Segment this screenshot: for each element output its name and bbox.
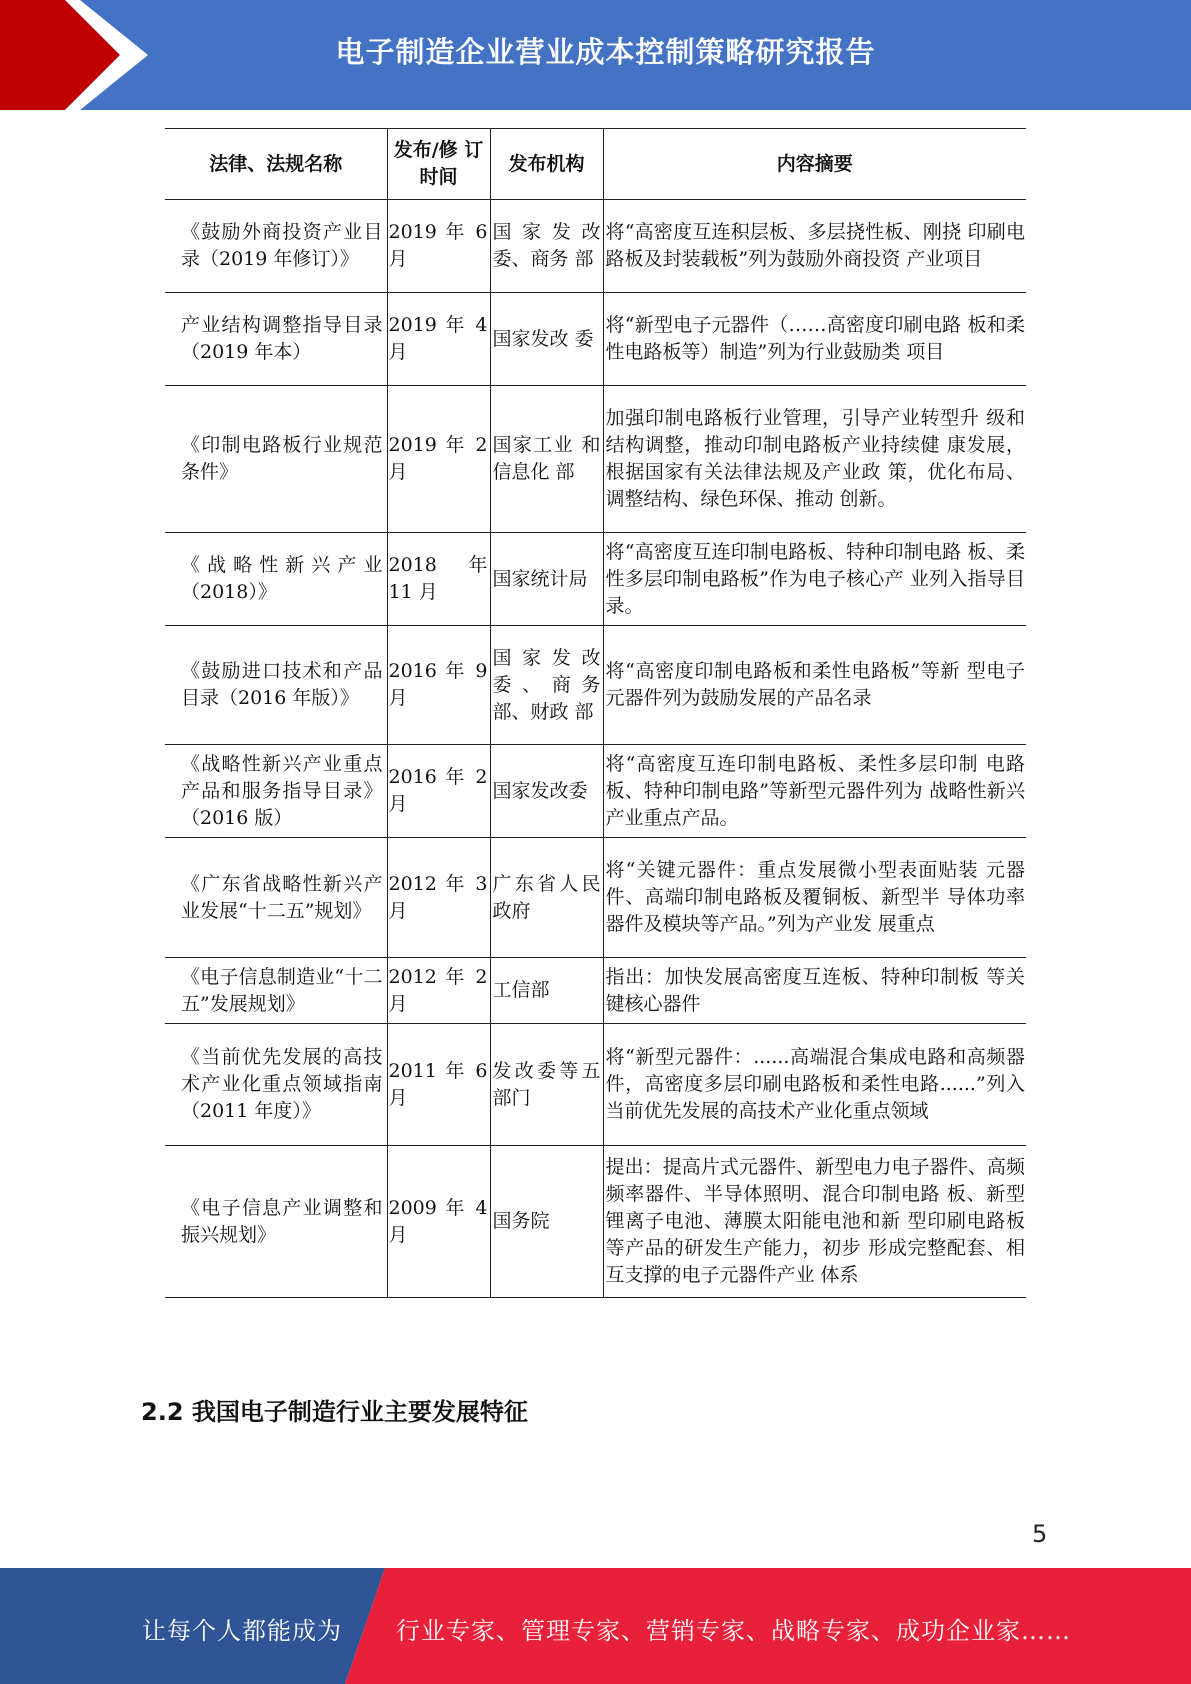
row-name: 《战略性新兴产业（2018）》 [165,533,387,626]
header-date: 发布/修 订时间 [387,129,490,200]
table-row [165,1146,1026,1298]
row-date: 2019 年 4 月 [387,293,490,386]
row-summary: 将“新型元器件：......高端混合集成电路和高频器件，高密度多层印刷电路板和柔性电路......”列入当前优先发展的高技术产业化重点领域 [603,1024,1026,1146]
row-org: 工信部 [490,958,603,1024]
row-date: 2019 年 2 月 [387,386,490,533]
table-row [165,1024,1026,1146]
row-org: 国 家 发 改 委、商务 部、财政 部 [490,626,603,745]
row-org: 国务院 [490,1146,603,1298]
row-summary: 将“高密度互连积层板、多层挠性板、刚挠 印刷电路板及封装载板”列为鼓励外商投资 产业项目 [603,200,1026,293]
row-org: 国家统计局 [490,533,603,626]
row-name: 《鼓励进口技术和产品目录（2016 年版）》 [165,626,387,745]
row-summary: 将“高密度互连印制电路板、柔性多层印制 电路板、特种印制电路”等新型元器件列为 战略性新兴产业重点产品。 [603,745,1026,838]
page-footer [0,1568,1191,1684]
row-summary: 将“关键元器件：重点发展微小型表面贴装 元器件、高端印制电路板及覆铜板、新型半 导体功率器件及模块等产品。”列为产业发 展重点 [603,838,1026,958]
table-row [165,533,1026,626]
header-summary: 内容摘要 [603,129,1026,200]
row-name: 《电子信息制造业“十二五”发展规划》 [165,958,387,1024]
table-row [165,838,1026,958]
page-header [0,0,1191,110]
table-row [165,745,1026,838]
row-name: 《印制电路板行业规范条件》 [165,386,387,533]
row-name: 产业结构调整指导目录（2019 年本） [165,293,387,386]
row-date: 2016 年 9 月 [387,626,490,745]
table-header-row [165,129,1026,200]
row-date: 2011 年 6 月 [387,1024,490,1146]
row-name: 《战略性新兴产业重点产品和服务指导目录》（2016 版） [165,745,387,838]
row-date: 2009 年 4 月 [387,1146,490,1298]
row-org: 国家发改 委 [490,293,603,386]
row-summary: 指出：加快发展高密度互连板、特种印制板 等关键核心器件 [603,958,1026,1024]
row-name: 《广东省战略性新兴产业发展“十二五”规划》 [165,838,387,958]
row-org: 发改委等五部门 [490,1024,603,1146]
row-date: 2018 年 11 月 [387,533,490,626]
row-date: 2016 年 2 月 [387,745,490,838]
row-org: 国 家 发 改 委、商务 部 [490,200,603,293]
row-name: 《电子信息产业调整和振兴规划》 [165,1146,387,1298]
regulations-table [165,128,1026,1298]
row-org: 国家工业 和信息化 部 [490,386,603,533]
row-date: 2012 年 2 月 [387,958,490,1024]
row-org: 国家发改委 [490,745,603,838]
table-row [165,293,1026,386]
row-summary: 提出：提高片式元器件、新型电力电子器件、高频频率器件、半导体照明、混合印制电路 板、新型锂离子电池、薄膜太阳能电池和新 型印刷电路板等产品的研发生产能力，初步 形成完整配套、相互支撑的电子元器件产业 体系 [603,1146,1026,1298]
table-row [165,626,1026,745]
row-summary: 将“高密度印制电路板和柔性电路板”等新 型电子元器件列为鼓励发展的产品名录 [603,626,1026,745]
section-heading: 2.2 我国电子制造行业主要发展特征 [141,1398,528,1426]
page-number: 5 [1032,1520,1048,1548]
row-date: 2012 年 3 月 [387,838,490,958]
table-row [165,386,1026,533]
row-summary: 将“高密度互连印制电路板、特种印制电路 板、柔性多层印制电路板”作为电子核心产 业列入指导目录。 [603,533,1026,626]
row-name: 《鼓励外商投资产业目录（2019 年修订）》 [165,200,387,293]
row-summary: 加强印制电路板行业管理，引导产业转型升 级和结构调整，推动印制电路板产业持续健 康发展，根据国家有关法律法规及产业政 策，优化布局、调整结构、绿色环保、推动 创新。 [603,386,1026,533]
header-name: 法律、法规名称 [165,129,387,200]
header-org: 发布机构 [490,129,603,200]
row-summary: 将“新型电子元器件（……高密度印刷电路 板和柔性电路板等）制造”列为行业鼓励类 项目 [603,293,1026,386]
table-row [165,958,1026,1024]
footer-right-text: 行业专家、管理专家、营销专家、战略专家、成功企业家…… [396,1617,1071,1645]
row-org: 广东省人民政府 [490,838,603,958]
report-title: 电子制造企业营业成本控制策略研究报告 [335,35,876,69]
row-name: 《当前优先发展的高技术产业化重点领域指南（2011 年度）》 [165,1024,387,1146]
table-row [165,200,1026,293]
row-date: 2019 年 6 月 [387,200,490,293]
footer-left-text: 让每个人都能成为 [142,1617,342,1645]
